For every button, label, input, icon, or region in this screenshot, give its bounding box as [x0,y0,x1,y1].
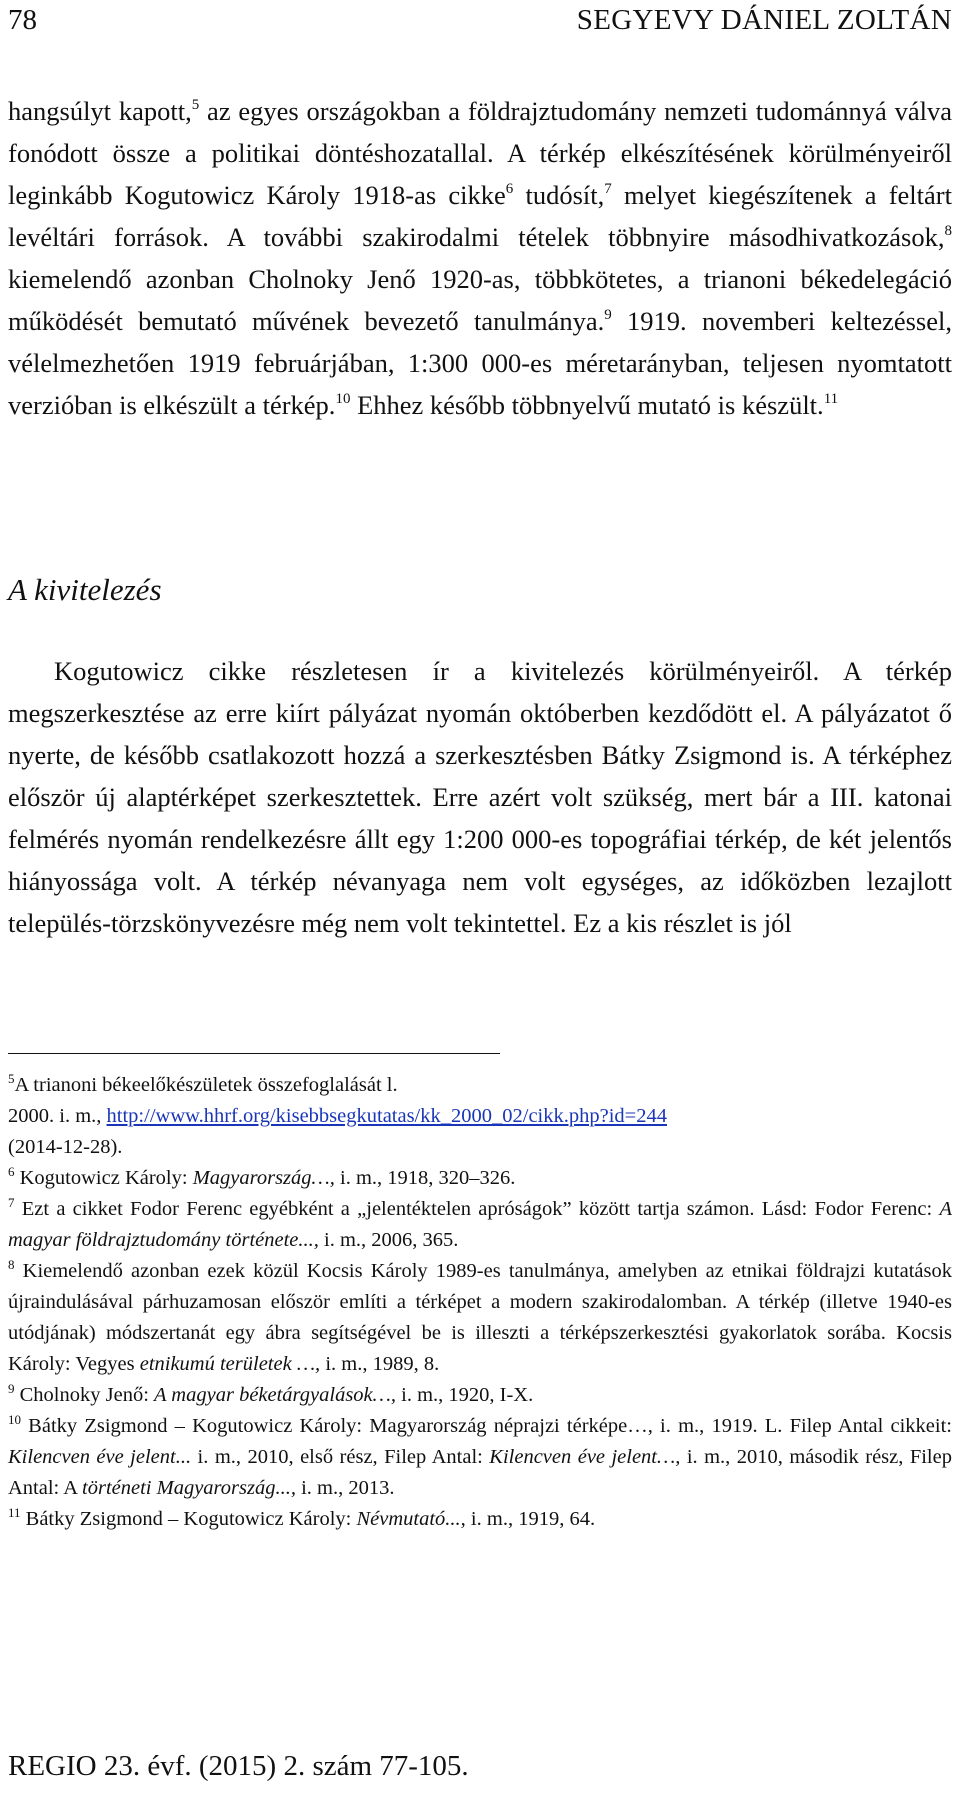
paragraph-2: Kogutowicz cikke részletesen ír a kivitelezés körülményeiről. A térkép megszerkesztése az erre kiírt pályázat nyomán októberben kezdődött el. A pályázatot ő nyerte, de később csatlakozott hozzá a szerkesztésben Bátky Zsigmond is. A térképhez először új alaptérképet szerkesztettek. Erre azért volt szükség, mert bár a III. katonai felmérés nyomán rendelkezésre állt egy 1:200 000-es topográfiai térkép, de két jelentős hiányossága volt. A térkép névanyaga nem volt egységes, az időközben lezajlott település-törzskönyvezésre még nem volt tekintettel. Ez a kis részlet is jól [8,656,952,938]
main-text [8,90,952,426]
footnote-5: $^5$A trianoni békeelőkészületek összefoglalását l. 2000. i. m., http://www.hhrf.org/kisebbsegkutatas/kk_2000_02/cikk.php?id=244 (2014-12-28). [8,1071,667,1158]
footnote-ref-11[interactable]: 11 [823,391,839,407]
footnote-6: $^6$ Kogutowicz Károly: Magyarország…, i. m., 1918, 320–326. [8,1164,516,1189]
footnotes [8,1070,952,1535]
page-header [8,4,952,48]
footnote-8: $^8$ Kiemelendő azonban ezek közül Kocsis Károly 1989-es tanulmánya, amelyben az etnikai földrajzi kutatások újraindulásával párhuzamosan először említi a térképet a modern szakirodalomban. A térkép (illetve 1940-es utódjának) módszertanát egy ábra segítségével be is illeszti a térképszerkesztési gyakorlatok sorába. Kocsis Károly: Vegyes etnikumú területek …, i. m., 1989, 8. [8,1257,952,1375]
footnote-ref-7[interactable]: 7 [604,181,612,197]
footnote-ref-6[interactable]: 6 [505,181,514,197]
footnote-separator [8,1053,500,1054]
main-text-2 [8,650,952,944]
paragraph-1: hangsúlyt kapott,$^5$ az egyes országokban a földrajztudomány nemzeti tudománnyá válva fonódott össze a politikai döntéshozatallal. A térkép elkészítésének körülményeiről leginkább Kogutowicz Károly 1918-as cikke$^6$ tudósít,$^7$ melyet kiegészítenek a feltárt levéltári források. A további szakirodalmi tételek többnyire másodhivatkozások,$^8$ kiemelendő azonban Cholnoky Jenő 1920-as, többkötetes, a trianoni békedelegáció működését bemutató művének bevezető tanulmánya.$^9$ 1919. novemberi keltezéssel, vélelmezhetően 1919 februárjában, 1:300 000-es méretarányban, teljesen nyomtatott verzióban is elkészült a térkép.$^{10}$ Ehhez később többnyelvű mutató is készült.$^{11}$ [8,96,952,420]
footnote-11: $^{11}$ Bátky Zsigmond – Kogutowicz Károly: Névmutató..., i. m., 1919, 64. [8,1505,596,1530]
page-footer: REGIO 23. évf. (2015) 2. szám 77-105. [8,1750,469,1782]
footnote-ref-5[interactable]: 5 [191,97,200,113]
footnote-10: $^{10}$ Bátky Zsigmond – Kogutowicz Károly: Magyarország néprajzi térképe…, i. m., 1919. L. Filep Antal cikkeit: Kilencven éve jelent... i. m., 2010, első rész, Filep Antal: Kilencven éve jelent…, i. m., 2010, második rész, Filep Antal: A történeti Magyarország..., i. m., 2013. [8,1412,952,1499]
running-head-author: SEGYEVY DÁNIEL ZOLTÁN [576,4,952,36]
footnote-ref-8[interactable]: 8 [944,223,952,239]
footnote-ref-9[interactable]: 9 [604,307,612,323]
footnote-9: $^9$ Cholnoky Jenő: A magyar béketárgyalások…, i. m., 1920, I-X. [8,1381,534,1406]
footnote-5-link[interactable]: http://www.hhrf.org/kisebbsegkutatas/kk_2000_02/cikk.php?id=244 [106,1105,667,1127]
page-number: 78 [8,4,37,36]
section-heading: A kivitelezés [8,572,162,607]
footnote-7: $^7$ Ezt a cikket Fodor Ferenc egyébként a „jelentéktelen apróságok” között tartja számon. Lásd: Fodor Ferenc: A magyar földrajztudomány története..., i. m., 2006, 365. [8,1195,952,1251]
footnote-ref-10[interactable]: 10 [335,391,351,407]
